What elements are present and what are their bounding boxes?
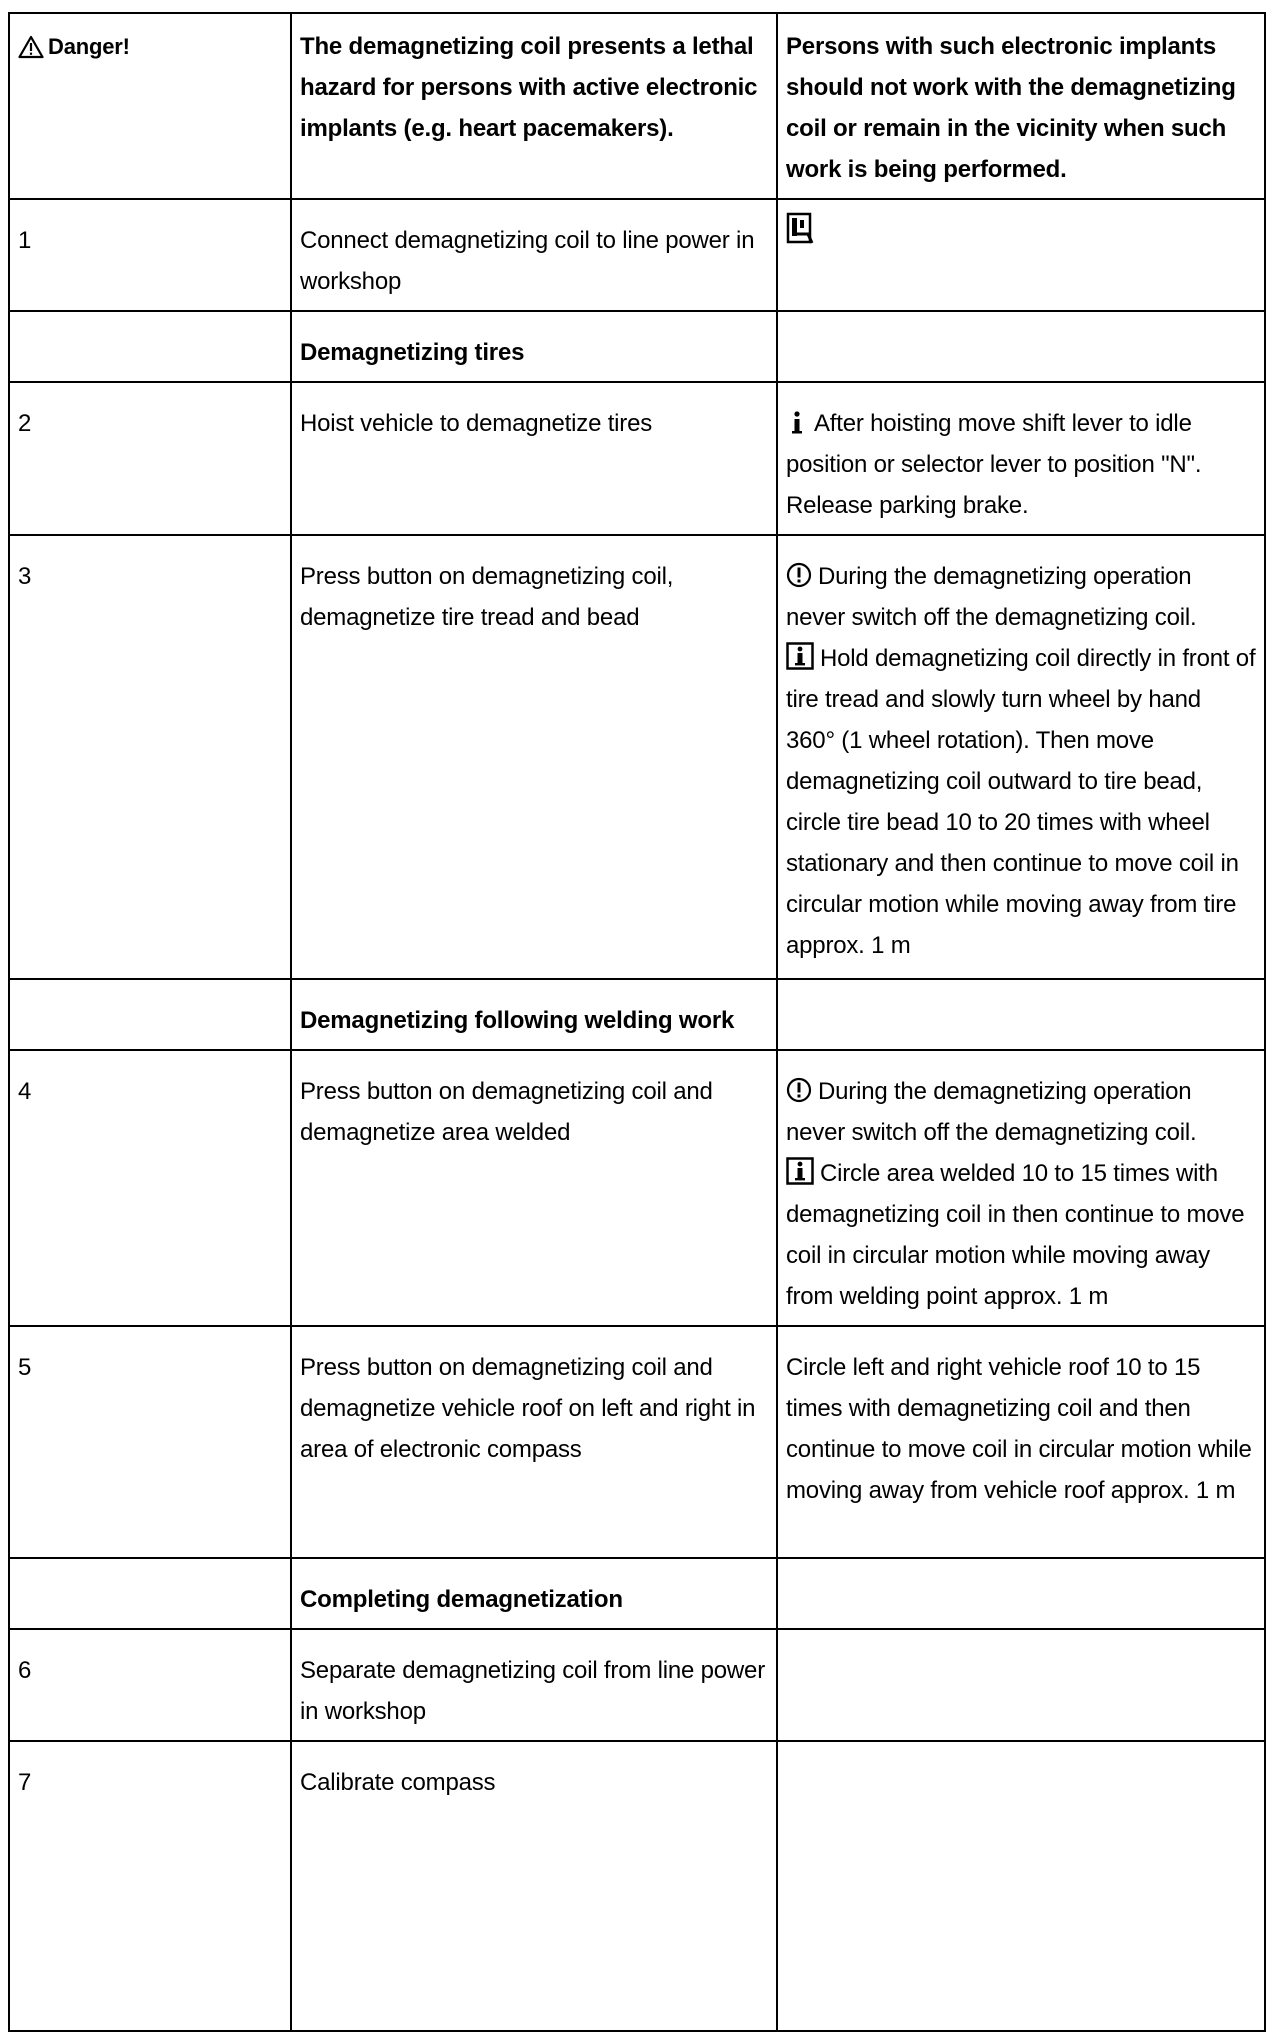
step-number: 4 <box>9 1050 291 1326</box>
step-row <box>9 382 1265 535</box>
step-row <box>9 199 1265 311</box>
step-note-cell <box>777 199 1265 311</box>
step-number: 1 <box>9 199 291 311</box>
section-spacer <box>9 979 291 1050</box>
danger-row <box>9 13 1265 199</box>
caution-note: During the demagnetizing operation never switch off the demagnetizing coil. <box>786 563 1197 631</box>
danger-advice-cell <box>777 13 1265 199</box>
step-note-cell <box>777 1050 1265 1326</box>
step-note: Circle left and right vehicle roof 10 to 15 times with demagnetizing coil and then continue to move coil in circular motion while moving away from vehicle roof approx. 1 m <box>777 1326 1265 1558</box>
step-number: 2 <box>9 382 291 535</box>
warning-triangle-icon <box>18 35 44 59</box>
step-row <box>9 535 1265 979</box>
section-spacer <box>9 311 291 382</box>
step-note: Hold demagnetizing coil directly in front of tire tread and slowly turn wheel by hand 360° (1 wheel rotation). Then move demagnetizing coil outward to tire bead, circle tire bead 10 to 20 times with wheel stationary and then continue to move coil in circular motion while moving away from tire approx. 1 m <box>786 645 1256 959</box>
step-note: After hoisting move shift lever to idle position or selector lever to position "N". Release parking brake. <box>786 410 1202 519</box>
section-spacer <box>777 979 1265 1050</box>
caution-icon <box>786 562 812 588</box>
section-title: Demagnetizing following welding work <box>291 979 777 1050</box>
workshop-power-plug-icon <box>786 212 816 246</box>
section-row <box>9 1558 1265 1629</box>
step-number: 5 <box>9 1326 291 1558</box>
step-instruction: Connect demagnetizing coil to line power in workshop <box>291 199 777 311</box>
section-title: Completing demagnetization <box>291 1558 777 1629</box>
info-box-icon <box>786 1157 814 1185</box>
caution-icon <box>786 1077 812 1103</box>
step-row <box>9 1741 1265 2031</box>
step-note-empty <box>777 1629 1265 1741</box>
step-note-empty <box>777 1741 1265 2031</box>
danger-cell <box>9 13 291 199</box>
danger-hazard-text <box>291 13 777 199</box>
step-instruction: Press button on demagnetizing coil, demagnetize tire tread and bead <box>291 535 777 979</box>
danger-label: Danger! <box>48 34 130 59</box>
info-box-icon <box>786 642 814 670</box>
step-instruction: Hoist vehicle to demagnetize tires <box>291 382 777 535</box>
info-icon <box>786 409 808 435</box>
step-instruction: Calibrate compass <box>291 1741 777 2031</box>
danger-hazard: The demagnetizing coil presents a lethal hazard for persons with active electronic implants (e.g. heart pacemakers). <box>300 33 758 142</box>
step-row <box>9 1050 1265 1326</box>
section-row <box>9 311 1265 382</box>
section-spacer <box>9 1558 291 1629</box>
step-row <box>9 1326 1265 1558</box>
step-note: Circle area welded 10 to 15 times with demagnetizing coil in then continue to move coil in circular motion while moving away from welding point approx. 1 m <box>786 1160 1245 1310</box>
danger-advice: Persons with such electronic implants should not work with the demagnetizing coil or remain in the vicinity when such work is being performed. <box>786 33 1236 183</box>
step-number: 7 <box>9 1741 291 2031</box>
step-note-cell <box>777 382 1265 535</box>
step-instruction: Press button on demagnetizing coil and demagnetize area welded <box>291 1050 777 1326</box>
section-row <box>9 979 1265 1050</box>
procedure-sheet <box>8 12 1264 1962</box>
section-title: Demagnetizing tires <box>291 311 777 382</box>
procedure-table <box>8 12 1266 2032</box>
section-spacer <box>777 311 1265 382</box>
step-instruction: Press button on demagnetizing coil and demagnetize vehicle roof on left and right in area of electronic compass <box>291 1326 777 1558</box>
step-number: 3 <box>9 535 291 979</box>
caution-note: During the demagnetizing operation never switch off the demagnetizing coil. <box>786 1078 1197 1146</box>
step-note-cell <box>777 535 1265 979</box>
step-instruction: Separate demagnetizing coil from line power in workshop <box>291 1629 777 1741</box>
section-spacer <box>777 1558 1265 1629</box>
step-row <box>9 1629 1265 1741</box>
step-number: 6 <box>9 1629 291 1741</box>
